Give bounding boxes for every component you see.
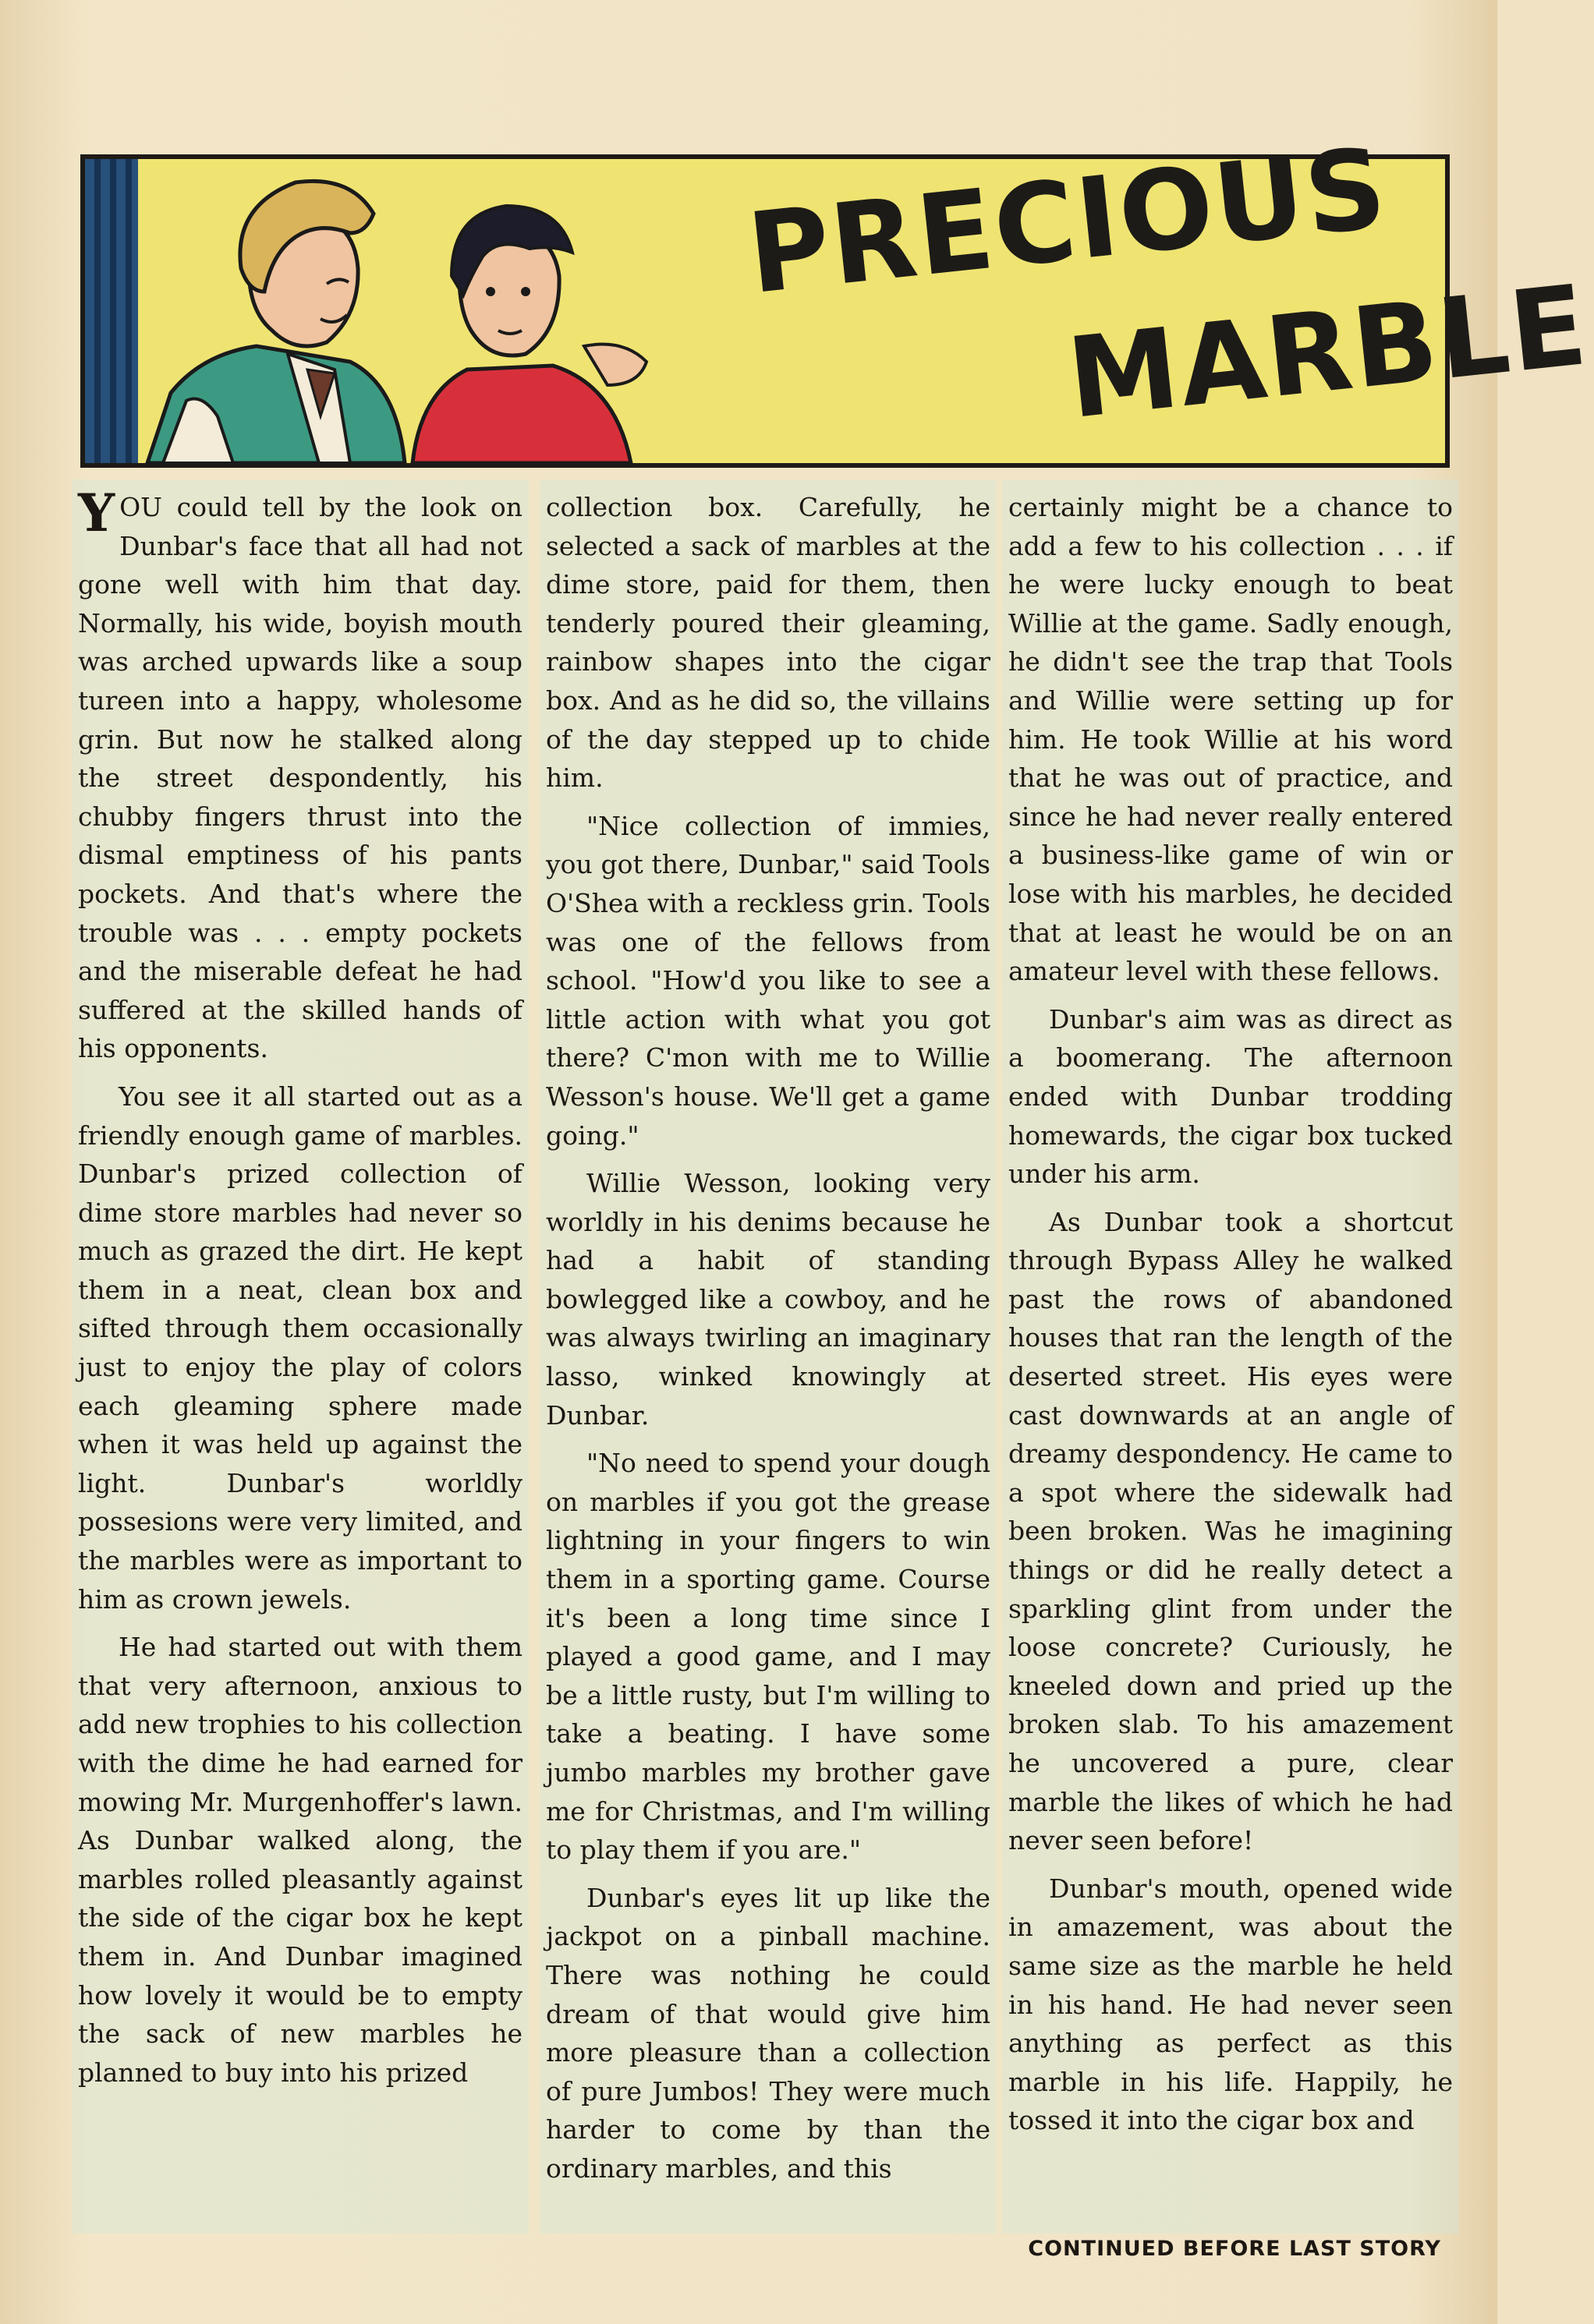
text-column-1 (78, 483, 522, 2227)
paragraph: As Dunbar took a shortcut through Bypass Alley he walked past the rows of abandoned houses that ran the length of the deserted street. His eyes were cast downwards at an angle of dreamy despondency. He came to a spot where the sidewalk had been broken. Was he imagining things or did he really detect a sparkling glint from under the loose concrete? Curiously, he kneeled down and pried up the broken slab. To his amazement he uncovered a pure, clear marble the likes of which he had never seen before! (1008, 1206, 1453, 1856)
paragraph: certainly might be a chance to add a few to his collection . . . if he were lucky enough to beat Willie at the game. Sadly enough, he didn't see the trap that Tools and Willie were setting up for him. He took Willie at his word that he was out of practice, and since he had never really entered a business-like game of win or lose with his marbles, he decided that at least he would be on an amateur level with these fellows. (1008, 492, 1453, 987)
paragraph: You see it all started out as a friendly enough game of marbles. Dunbar's prized collection of dime store marbles had never so much as grazed the dirt. He kept them in a neat, clean box and sifted through them occasionally just to enjoy the play of colors each gleaming sphere made when it was held up against the light. Dunbar's worldly possesions were very limited, and the marbles were as important to him as crown jewels. (78, 1081, 522, 1615)
story-title-line-2: MARBLE (1061, 261, 1594, 444)
story-title-line-1: PRECIOUS (742, 124, 1394, 319)
title-panel (80, 124, 1594, 468)
paragraph: He had started out with them that very afternoon, anxious to add new trophies to his collection with the dime he had earned for mowing Mr. Murgenhoffer's lawn. As Dunbar walked along, the marbles rolled pleasantly against the side of the cigar box he kept them in. And Dunbar imagined how lovely it would be to empty the sack of new marbles he planned to buy into his prized (78, 1632, 522, 2088)
paragraph: collection box. Carefully, he selected a sack of marbles at the dime store, paid for them, then tenderly poured their gleaming, rainbow shapes into the cigar box. And as he did so, the villains of the day stepped up to chide him. (546, 492, 990, 794)
paragraph: Dunbar's aim was as direct as a boomerang. The afternoon ended with Dunbar trodding homewards, the cigar box tucked under his arm. (1008, 1003, 1453, 1190)
paragraph: Dunbar's eyes lit up like the jackpot on a pinball machine. There was nothing he could dream of that would give him more pleasure than a collection of pure Jumbos! They were much harder to come by than the ordinary marbles, and this (546, 1882, 990, 2184)
text-column-3 (1008, 488, 1453, 2227)
continued-note: CONTINUED BEFORE LAST STORY (1028, 2237, 1441, 2261)
two-boys-illustration (116, 159, 724, 463)
paragraph: Willie Wesson, looking very worldly in his denims because he had a habit of standing bowlegged like a cowboy, and he was always twirling an imaginary lasso, winked knowingly at Dunbar. (546, 1168, 990, 1431)
title-block (724, 124, 1594, 463)
paragraph: "No need to spend your dough on marbles if you got the grease lightning in your fingers to win them in a sporting game. Course it's been a long time since I played a good game, and I may be a little rusty, but I'm willing to take a beating. I have some jumbo marbles my brother gave me for Christmas, and I'm willing to play them if you are." (546, 1448, 990, 1866)
text-column-2 (546, 488, 990, 2227)
paragraph: "Nice collection of immies, you got there, Dunbar," said Tools O'Shea with a reckless grin. Tools was one of the fellows from school. "How'd you like to see a little action with what you got there? C'mon with me to Willie Wesson's house. We'll get a game going." (546, 810, 990, 1151)
paragraph: YOU could tell by the look on Dunbar's face that all had not gone well with him that day. Normally, his wide, boyish mouth was arched upwards like a soup tureen into a happy, wholesome grin. But now he stalked along the street despondently, his chubby fingers thrust into the dismal emptiness of his pants pockets. And that's where the trouble was . . . empty pockets and the miserable defeat he had suffered at the skilled hands of his opponents. (78, 483, 522, 1064)
paragraph: Dunbar's mouth, opened wide in amazement, was about the same size as the marble he held in his hand. He had never seen anything as perfect as this marble in his life. Happily, he tossed it into the cigar box and (1008, 1873, 1453, 2136)
drop-cap: Y (78, 483, 115, 543)
